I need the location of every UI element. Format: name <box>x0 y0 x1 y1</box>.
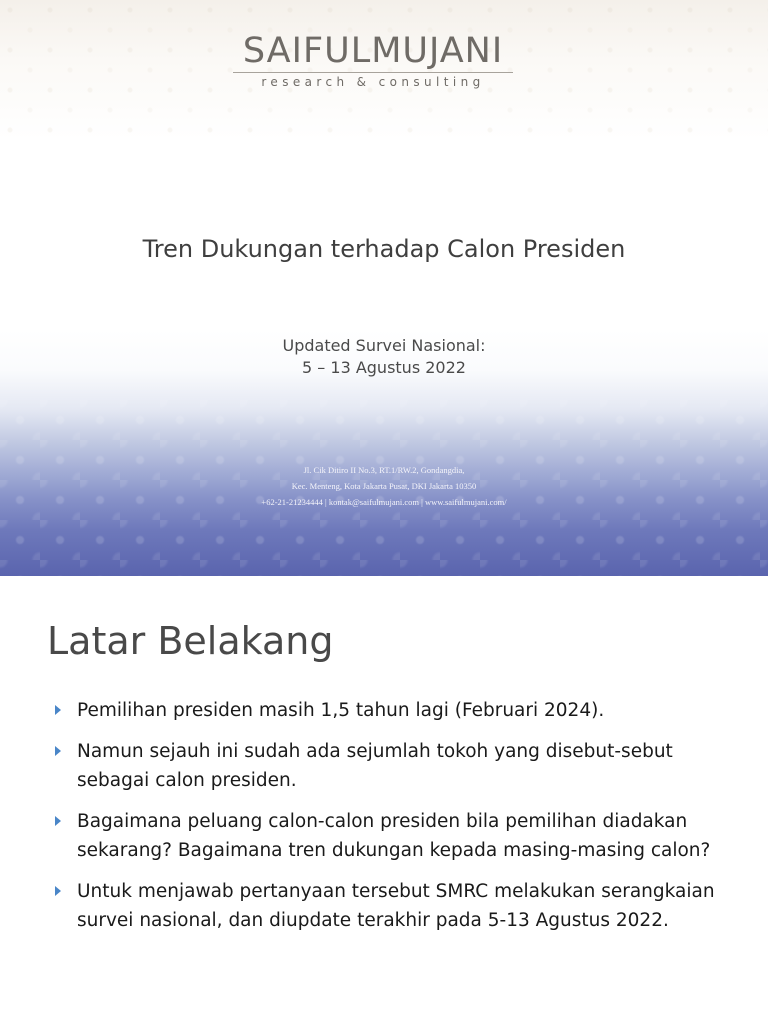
triangle-right-icon <box>55 886 61 896</box>
content-slide-title: Latar Belakang <box>47 619 334 663</box>
bullet-item <box>52 696 742 725</box>
triangle-right-icon <box>55 705 61 715</box>
bullet-text: Pemilihan presiden masih 1,5 tahun lagi (Februari 2024). <box>77 700 605 721</box>
bullet-text: Namun sejauh ini sudah ada sejumlah tokoh yang disebut-sebut sebagai calon presiden. <box>77 741 673 791</box>
logo-divider <box>233 72 513 73</box>
company-logo <box>229 30 517 90</box>
address-line-2: Kec. Menteng, Kota Jakarta Pusat, DKI Jakarta 10350 <box>291 481 477 491</box>
slide-title: Tren Dukungan terhadap Calon Presiden <box>142 235 626 263</box>
bullet-text: Bagaimana peluang calon-calon presiden bila pemilihan diadakan sekarang? Bagaimana tren dukungan kepada masing-masing calon? <box>77 811 711 861</box>
content-slide <box>0 576 768 1024</box>
address-block <box>0 462 768 510</box>
address-line-1: Jl. Cik Ditiro II No.3, RT.1/RW.2, Gondangdia, <box>303 465 465 475</box>
bullet-text: Untuk menjawab pertanyaan tersebut SMRC melakukan serangkaian survei nasional, dan diupdate terakhir pada 5-13 Agustus 2022. <box>77 881 715 931</box>
bullet-item <box>52 877 742 935</box>
logo-name: SAIFULMUJANI <box>242 31 504 71</box>
address-line-3: +62-21-21234444 | kontak@saifulmujani.com | www.saifulmujani.com/ <box>261 497 507 507</box>
subtitle-line-1: Updated Survei Nasional: <box>282 336 486 355</box>
bullet-item <box>52 737 742 795</box>
bullet-item <box>52 807 742 865</box>
logo-tagline: research & consulting <box>261 75 485 89</box>
slide-subtitle <box>0 335 768 379</box>
bullet-list <box>52 696 742 947</box>
triangle-right-icon <box>55 816 61 826</box>
triangle-right-icon <box>55 746 61 756</box>
subtitle-line-2: 5 – 13 Agustus 2022 <box>302 358 466 377</box>
